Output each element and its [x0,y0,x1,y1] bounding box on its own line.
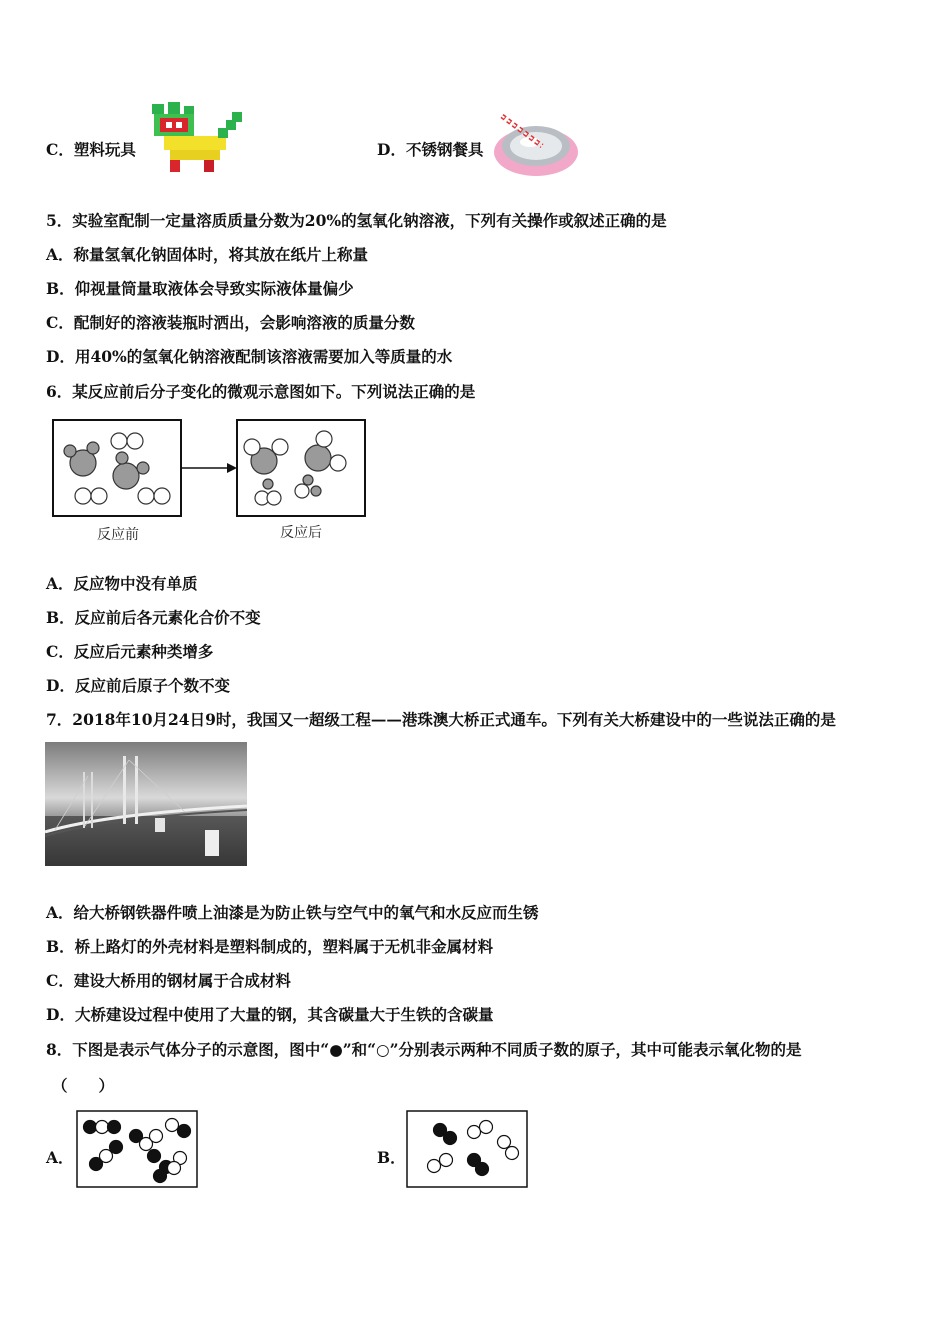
q7-stem: 7．2018年10月24日9时，我国又一超级工程——港珠澳大桥正式通车。下列有关大桥建设中的一些说法正确的是 [46,710,836,729]
after-label: 反应后 [280,525,322,541]
before-label: 反应前 [97,527,139,543]
q7-option-a: A．给大桥钢铁器件喷上油漆是为防止铁与空气中的氧气和水反应而生锈 [46,903,539,922]
q6-stem: 6．某反应前后分子变化的微观示意图如下。下列说法正确的是 [46,382,476,401]
q8-blank: （ ） [52,1076,115,1095]
q7-option-d: D．大桥建设过程中使用了大量的钢，其含碳量大于生铁的含碳量 [46,1005,494,1024]
q6-option-b: B．反应前后各元素化合价不变 [46,608,261,627]
q5-option-d: D．用40%的氢氧化钠溶液配制该溶液需要加入等质量的水 [46,347,453,366]
reaction-diagram [50,418,370,518]
q4-option-d: D．不锈钢餐具 [377,140,484,159]
q5-option-a: A．称量氢氧化钠固体时，将其放在纸片上称量 [46,245,369,264]
q6-option-c: C．反应后元素种类增多 [46,642,214,661]
building-block-toy-icon [148,100,244,174]
q5-stem: 5．实验室配制一定量溶质质量分数为20%的氢氧化钠溶液，下列有关操作或叙述正确的是 [46,211,667,230]
molecule-diagram-b [406,1110,528,1188]
molecule-diagram-a [76,1110,198,1188]
stainless-steel-bowl-icon [492,112,580,178]
bridge-photo-icon [45,742,247,866]
q5-option-c: C．配制好的溶液装瓶时洒出，会影响溶液的质量分数 [46,313,415,332]
q8-stem: 8．下图是表示气体分子的示意图，图中“●”和“○”分别表示两种不同质子数的原子，其中可能表示氧化物的是 [46,1040,802,1059]
q7-option-b: B．桥上路灯的外壳材料是塑料制成的，塑料属于无机非金属材料 [46,937,494,956]
q7-option-c: C．建设大桥用的钢材属于合成材料 [46,971,291,990]
q6-option-a: A．反应物中没有单质 [46,574,198,593]
q6-option-d: D．反应前后原子个数不变 [46,676,230,695]
q8-option-b: B． [377,1148,406,1167]
q5-option-b: B．仰视量筒量取液体会导致实际液体量偏少 [46,279,354,298]
q8-option-a: A． [46,1148,74,1167]
q4-option-c: C．塑料玩具 [46,140,136,159]
